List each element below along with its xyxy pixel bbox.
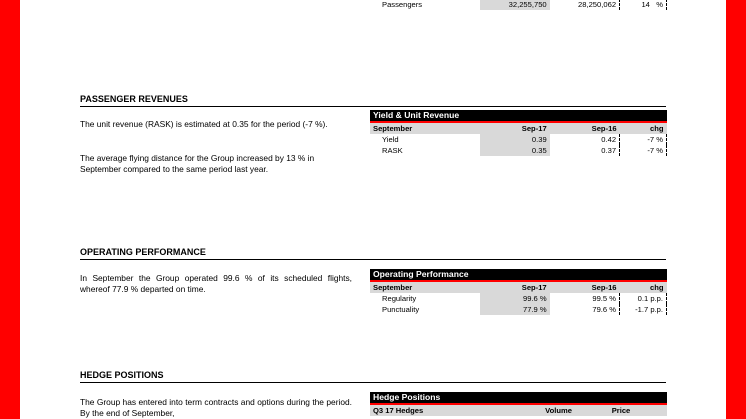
hedge-positions-table <box>370 392 667 416</box>
change-value: -1.7 p.p. <box>620 304 667 315</box>
table-row <box>370 304 667 315</box>
change-value: -7 % <box>620 134 667 145</box>
previous-value: 0.37 <box>601 146 617 155</box>
row-label: RASK <box>382 146 403 155</box>
table-row <box>370 0 667 10</box>
table-title: Hedge Positions <box>370 392 667 404</box>
column-header: Q3 17 Hedges <box>370 404 480 416</box>
table-title: Yield & Unit Revenue <box>370 110 667 122</box>
operating-performance-paragraph-1: In September the Group operated 99.6 % of its scheduled flights, whereof 77.9 % departed on time. <box>80 273 352 294</box>
current-value: 99.6 % <box>480 293 550 304</box>
table-header-row <box>370 122 667 134</box>
column-header: Volume <box>480 404 575 416</box>
right-red-border <box>726 0 746 419</box>
table-title: Operating Performance <box>370 269 667 281</box>
section-title-operating-performance: OPERATING PERFORMANCE <box>80 247 666 260</box>
previous-value: 99.5 % <box>592 294 617 303</box>
hedge-positions-paragraph-1: The Group has entered into term contracts and options during the period. By the end of September, <box>80 397 352 418</box>
table-row <box>370 145 667 156</box>
current-value: 0.35 <box>480 145 550 156</box>
column-header: September <box>370 122 480 134</box>
section-title-passenger-revenues: PASSENGER REVENUES <box>80 94 666 107</box>
column-header: chg <box>620 122 667 134</box>
passengers-table <box>370 0 667 10</box>
previous-value: 28,250,062 <box>578 0 617 9</box>
current-value: 77.9 % <box>480 304 550 315</box>
table-title-row <box>370 392 667 404</box>
column-header: Sep-16 <box>550 281 620 293</box>
column-header: Price <box>575 404 667 416</box>
column-header: Sep-17 <box>480 122 550 134</box>
column-header: Sep-17 <box>480 281 550 293</box>
column-header: chg <box>620 281 667 293</box>
table-header-row <box>370 404 667 416</box>
previous-value: 79.6 % <box>592 305 617 314</box>
change-value: -7 % <box>620 145 667 156</box>
left-red-border <box>0 0 20 419</box>
row-label: Punctuality <box>382 305 420 314</box>
table-row <box>370 134 667 145</box>
row-label: Passengers <box>382 0 423 9</box>
section-title-hedge-positions: HEDGE POSITIONS <box>80 370 666 383</box>
previous-value: 0.42 <box>601 135 617 144</box>
current-value: 32,255,750 <box>480 0 550 10</box>
table-title-row <box>370 110 667 122</box>
column-header: September <box>370 281 480 293</box>
row-label: Regularity <box>382 294 417 303</box>
passenger-revenues-paragraph-1: The unit revenue (RASK) is estimated at 0.35 for the period (-7 %). <box>80 119 328 129</box>
change-value: 14 % <box>620 0 667 10</box>
row-label: Yield <box>382 135 399 144</box>
passenger-revenues-paragraph-2: The average flying distance for the Group increased by 13 % in September compared to the same period last year. <box>80 153 315 174</box>
column-header: Sep-16 <box>550 122 620 134</box>
table-row <box>370 293 667 304</box>
operating-performance-table <box>370 269 667 315</box>
table-title-row <box>370 269 667 281</box>
yield-unit-revenue-table <box>370 110 667 156</box>
current-value: 0.39 <box>480 134 550 145</box>
change-value: 0.1 p.p. <box>620 293 667 304</box>
table-header-row <box>370 281 667 293</box>
